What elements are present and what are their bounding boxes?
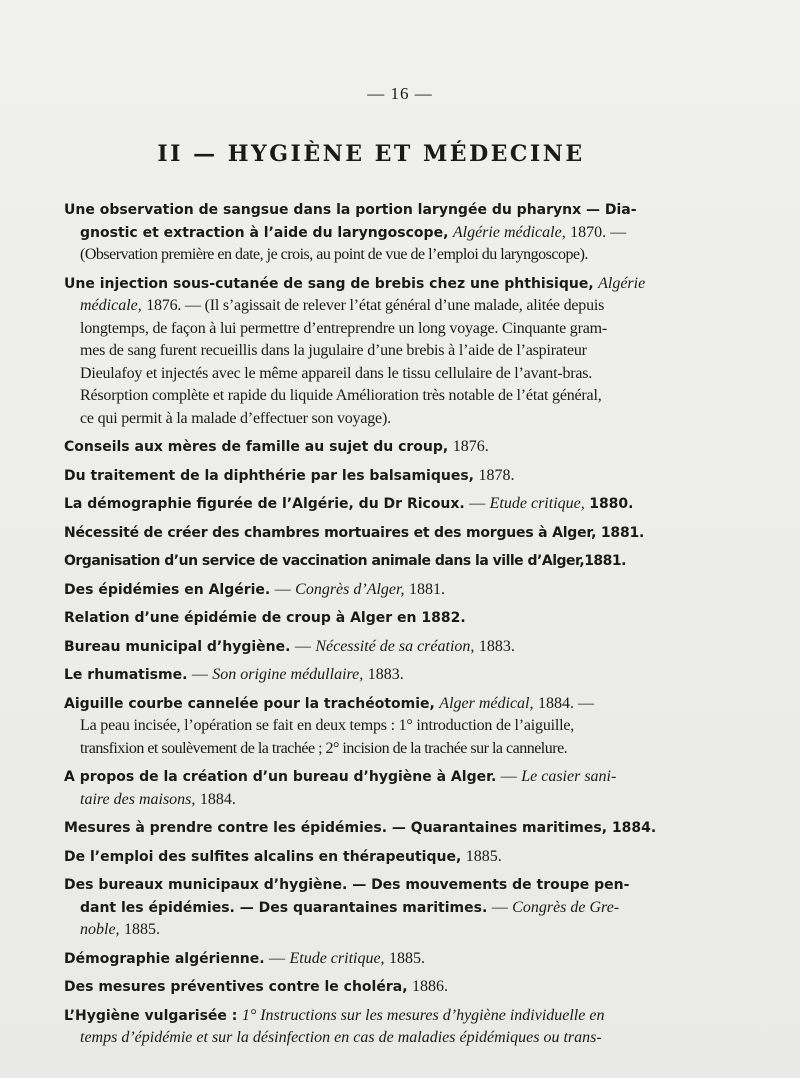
bibliography-entry [64, 693, 678, 761]
entry-note: La peau incisée, l’opération se fait en deux temps : 1° introduction de l’aiguille, [80, 717, 575, 734]
entry-title: L’Hygiène vulgarisée : [64, 1007, 238, 1024]
entry-year: 1885. [465, 847, 502, 865]
entry-source-continued: temps d’épidémie et sur la désinfection en cas de maladies épidémiques ou trans- [80, 1029, 602, 1046]
entry-dash: — [191, 666, 208, 683]
bibliography-entry [64, 976, 678, 999]
bibliography-entry [64, 948, 678, 971]
entry-source: Etude critique, [489, 495, 585, 512]
entry-title: Relation d’une épidémie de croup à Alger en 1882. [64, 610, 466, 626]
entry-title-continued: gnostic et extraction à l’aide du laryngoscope, [80, 224, 449, 241]
bibliography-list [64, 199, 678, 1056]
entry-source: Nécessité de sa création, [315, 637, 475, 655]
entry-title: Des bureaux municipaux d’hygiène. — Des mouvements de troupe pen- [64, 877, 630, 893]
entry-source-continued: noble, [80, 921, 120, 938]
entry-note: 1876. — (Il s’agissait de relever l’état général d’une malade, alitée depuis [146, 297, 605, 314]
entry-note: transfixion et soulèvement de la trachée ; 2° incision de la trachée sur la cannelure. [80, 739, 568, 757]
entry-year: 1880. [589, 496, 634, 512]
entry-source: Algérie médicale, [452, 223, 566, 241]
entry-year: 1884. [199, 790, 236, 808]
bibliography-entry [64, 436, 678, 459]
bibliography-entry [64, 273, 678, 431]
entry-dash: — [491, 898, 508, 916]
bibliography-entry [64, 607, 678, 630]
entry-title: De l’emploi des sulfites alcalins en thérapeutique, [64, 848, 462, 865]
entry-title: Une observation de sangsue dans la portion laryngée du pharynx — Dia- [64, 202, 637, 218]
entry-source: Congrès de Gre- [512, 898, 620, 916]
entry-year: 1886. [411, 978, 448, 995]
entry-year: 1876. [452, 438, 489, 455]
entry-note: mes de sang furent recueillis dans la jugulaire d’une brebis à l’aide de l’aspirateur [80, 342, 587, 359]
entry-title: Bureau municipal d’hygiène. [64, 638, 291, 655]
entry-title: Nécessité de créer des chambres mortuaires et des morgues à Alger, 1881. [64, 524, 645, 541]
bibliography-entry [64, 550, 678, 573]
entry-title: Organisation d’un service de vaccination animale dans la ville d’Alger,1881. [64, 553, 626, 569]
entry-title: La démographie figurée de l’Algérie, du Dr Ricoux. [64, 496, 465, 512]
entry-source: 1° Instructions sur les mesures d’hygiène individuelle en [241, 1006, 605, 1024]
entry-title: A propos de la création d’un bureau d’hygiène à Alger. [64, 769, 497, 785]
page-number: — 16 — [367, 84, 433, 103]
entry-source: Le casier sani- [521, 768, 617, 785]
entry-dash: — [500, 768, 517, 785]
entry-title: Aiguille courbe cannelée pour la trachéotomie, [64, 695, 435, 712]
bibliography-entry [64, 522, 678, 545]
entry-dash: — [294, 637, 311, 655]
bibliography-entry [64, 766, 678, 811]
entry-source-continued: taire des maisons, [80, 790, 196, 808]
entry-year: 1883. [367, 666, 404, 683]
bibliography-entry [64, 579, 678, 602]
entry-note: Résorption complète et rapide du liquide Amélioration très notable de l’état général, [80, 387, 602, 404]
entry-source: Etude critique, [289, 949, 385, 967]
entry-note: (Observation première en date, je crois, au point de vue de l’emploi du laryngoscope). [80, 246, 588, 263]
entry-source: Congrès d’Alger, [295, 580, 405, 598]
entry-title: Mesures à prendre contre les épidémies. — Quarantaines maritimes, 1884. [64, 820, 657, 836]
entry-title: Une injection sous-cutanée de sang de brebis chez une phthisique, [64, 275, 594, 292]
entry-source: Son origine médullaire, [212, 666, 364, 683]
entry-dash: — [269, 949, 286, 967]
bibliography-entry [64, 199, 678, 267]
entry-year: 1881. [408, 580, 445, 598]
entry-title: Démographie algérienne. [64, 950, 265, 967]
entry-title-continued: dant les épidémies. — Des quarantaines maritimes. [80, 899, 488, 916]
entry-source: Algérie [598, 274, 646, 292]
bibliography-entry [64, 817, 678, 840]
entry-title: Des épidémies en Algérie. [64, 581, 271, 598]
entry-note: ce qui permit à la malade d’effectuer son voyage). [80, 409, 391, 427]
bibliography-entry [64, 1005, 678, 1050]
entry-note: longtemps, de façon à lui permettre d’entreprendre un long voyage. Cinquante gram- [80, 319, 607, 337]
entry-year: 1884. — [537, 694, 594, 712]
bibliography-entry [64, 874, 678, 942]
entry-title: Le rhumatisme. [64, 667, 188, 683]
entry-title: Conseils aux mères de famille au sujet du croup, [64, 439, 449, 455]
bibliography-entry [64, 493, 678, 516]
entry-year: 1885. [124, 921, 160, 938]
bibliography-entry [64, 465, 678, 488]
entry-title: Du traitement de la diphthérie par les balsamiques, [64, 467, 474, 484]
entry-year: 1870. — [570, 223, 627, 241]
entry-year: 1883. [478, 637, 515, 655]
entry-note: Dieulafoy et injectés avec le même appareil dans le tissu cellulaire de l’avant-bras. [80, 364, 593, 382]
section-heading: II — HYGIÈNE ET MÉDECINE [157, 141, 585, 167]
bibliography-entry [64, 636, 678, 659]
bibliography-entry [64, 664, 678, 687]
entry-source-continued: médicale, [80, 297, 142, 314]
entry-source: Alger médical, [439, 694, 534, 712]
entry-dash: — [469, 495, 486, 512]
entry-dash: — [274, 580, 291, 598]
entry-year: 1885. [389, 949, 426, 967]
bibliography-entry [64, 846, 678, 869]
entry-title: Des mesures préventives contre le choléra, [64, 979, 408, 995]
entry-year: 1878. [478, 466, 515, 484]
